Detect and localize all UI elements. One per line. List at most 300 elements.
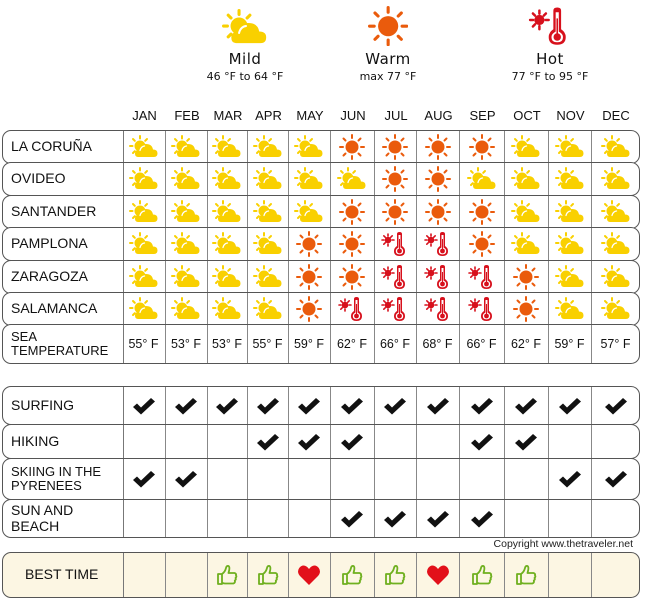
sun-icon <box>339 231 365 257</box>
row-label: HIKING <box>3 425 124 458</box>
sun-cloud-icon <box>171 167 201 191</box>
sun-cloud-icon <box>294 135 324 159</box>
row-label: ZARAGOZA <box>3 261 124 293</box>
sun-cloud-icon <box>171 135 201 159</box>
cell-oct <box>505 553 549 597</box>
cell-feb <box>166 553 208 597</box>
row-label: SALAMANCA <box>3 293 124 325</box>
cell-feb <box>166 196 208 228</box>
sun-cloud-icon <box>511 200 541 224</box>
month-sep: SEP <box>469 108 496 123</box>
sun-cloud-icon <box>294 200 324 224</box>
cell-aug <box>417 163 460 195</box>
sun-cloud-icon <box>212 297 242 321</box>
cell-oct <box>505 131 549 163</box>
city-row <box>2 227 640 261</box>
sun-cloud-icon <box>555 297 585 321</box>
cell-sep <box>460 553 505 597</box>
sun-cloud-icon <box>253 135 283 159</box>
month-jan: JAN <box>132 108 157 123</box>
sun-icon <box>339 134 365 160</box>
sun-icon <box>368 6 408 46</box>
cell-nov <box>549 387 592 424</box>
sun-cloud-icon <box>212 232 242 256</box>
sun-cloud-icon <box>129 265 159 289</box>
checkmark-icon <box>339 396 365 416</box>
cell-nov <box>549 553 592 597</box>
cell-jan <box>123 293 166 325</box>
cell-dec <box>592 293 640 325</box>
best-time-row <box>2 552 640 598</box>
checkmark-icon <box>469 432 495 452</box>
copyright: Copyright www.thetraveler.net <box>493 538 633 550</box>
sun-icon <box>296 231 322 257</box>
heart-icon <box>297 564 321 586</box>
cell-aug <box>417 131 460 163</box>
cell-mar <box>208 163 248 195</box>
checkmark-icon <box>296 432 322 452</box>
city-row <box>2 162 640 196</box>
sun-cloud-icon <box>129 200 159 224</box>
row-label: SURFING <box>3 387 124 424</box>
checkmark-icon <box>557 469 583 489</box>
legend-icon <box>313 0 463 46</box>
cell-may <box>289 261 331 293</box>
cell-mar <box>208 228 248 260</box>
cell-jul <box>375 459 417 499</box>
cell-nov <box>549 261 592 293</box>
cell-dec <box>592 325 640 363</box>
cell-oct <box>505 163 549 195</box>
thermometer-sun-icon <box>380 296 410 322</box>
sun-cloud-icon <box>337 167 367 191</box>
sun-cloud-icon <box>212 167 242 191</box>
cell-jun <box>331 196 375 228</box>
cell-jun <box>331 500 375 537</box>
cell-jun <box>331 261 375 293</box>
cell-aug <box>417 325 460 363</box>
sun-cloud-icon <box>171 232 201 256</box>
cell-mar <box>208 325 248 363</box>
cell-apr <box>248 325 289 363</box>
checkmark-icon <box>425 396 451 416</box>
cell-apr <box>248 293 289 325</box>
row-label: LA CORUÑA <box>3 131 124 163</box>
activity-row <box>2 424 640 459</box>
sea-temp-value: 55° F <box>128 337 159 351</box>
cell-apr <box>248 228 289 260</box>
cell-apr <box>248 261 289 293</box>
checkmark-icon <box>557 396 583 416</box>
legend-icon <box>475 0 625 46</box>
cell-mar <box>208 553 248 597</box>
sun-cloud-icon <box>601 135 631 159</box>
thermometer-sun-icon <box>380 264 410 290</box>
month-header <box>123 108 640 128</box>
cell-mar <box>208 196 248 228</box>
sun-cloud-icon <box>601 297 631 321</box>
cell-feb <box>166 387 208 424</box>
cell-nov <box>549 131 592 163</box>
row-label: SEA TEMPERATURE <box>3 325 124 363</box>
cell-feb <box>166 325 208 363</box>
sun-icon <box>382 166 408 192</box>
cell-sep <box>460 459 505 499</box>
cell-oct <box>505 387 549 424</box>
cell-jun <box>331 131 375 163</box>
sun-cloud-icon <box>129 135 159 159</box>
month-dec: DEC <box>602 108 630 123</box>
legend-mild <box>170 0 320 83</box>
sun-cloud-icon <box>129 232 159 256</box>
cell-jan <box>123 459 166 499</box>
cell-aug <box>417 261 460 293</box>
sun-cloud-icon <box>212 265 242 289</box>
heart-icon <box>426 564 450 586</box>
sun-icon <box>425 166 451 192</box>
sea-temp-value: 57° F <box>600 337 631 351</box>
cell-sep <box>460 387 505 424</box>
cell-mar <box>208 387 248 424</box>
sun-cloud-icon <box>222 9 269 46</box>
cell-apr <box>248 131 289 163</box>
thumbs-up-icon <box>515 564 537 586</box>
legend-range: max 77 °F <box>359 70 417 83</box>
sun-icon <box>339 199 365 225</box>
cell-sep <box>460 163 505 195</box>
checkmark-icon <box>339 509 365 529</box>
sun-cloud-icon <box>467 167 497 191</box>
month-nov: NOV <box>556 108 585 123</box>
cell-apr <box>248 425 289 458</box>
cell-jan <box>123 228 166 260</box>
cell-may <box>289 131 331 163</box>
cell-apr <box>248 553 289 597</box>
sun-icon <box>382 134 408 160</box>
thermometer-sun-icon <box>423 264 453 290</box>
month-oct: OCT <box>513 108 541 123</box>
sea-temperature-row <box>2 324 640 364</box>
cell-sep <box>460 196 505 228</box>
sun-icon <box>513 296 539 322</box>
legend-name: Warm <box>365 50 411 68</box>
cell-dec <box>592 387 640 424</box>
month-jul: JUL <box>384 108 408 123</box>
cell-mar <box>208 293 248 325</box>
cell-oct <box>505 325 549 363</box>
cell-nov <box>549 459 592 499</box>
cell-dec <box>592 459 640 499</box>
thermometer-sun-icon <box>380 231 410 257</box>
thermometer-sun-icon <box>423 296 453 322</box>
cell-nov <box>549 196 592 228</box>
cell-may <box>289 228 331 260</box>
sun-cloud-icon <box>253 200 283 224</box>
sea-temp-value: 66° F <box>379 337 410 351</box>
thermometer-sun-icon <box>467 264 497 290</box>
cell-mar <box>208 261 248 293</box>
sea-temp-value: 53° F <box>211 337 242 351</box>
checkmark-icon <box>513 432 539 452</box>
cell-nov <box>549 425 592 458</box>
cell-may <box>289 553 331 597</box>
sea-temp-value: 62° F <box>510 337 541 351</box>
cell-jan <box>123 163 166 195</box>
checkmark-icon <box>131 396 157 416</box>
cell-may <box>289 387 331 424</box>
cell-aug <box>417 293 460 325</box>
city-row <box>2 260 640 294</box>
sea-temp-value: 68° F <box>422 337 453 351</box>
city-row <box>2 195 640 229</box>
cell-jun <box>331 163 375 195</box>
cell-oct <box>505 459 549 499</box>
legend-icon <box>170 0 320 46</box>
cell-may <box>289 196 331 228</box>
sun-icon <box>469 199 495 225</box>
cell-jul <box>375 553 417 597</box>
cell-jul <box>375 163 417 195</box>
cell-jun <box>331 459 375 499</box>
cell-jan <box>123 131 166 163</box>
row-label: OVIDEO <box>3 163 124 195</box>
cell-jan <box>123 553 166 597</box>
cell-jul <box>375 325 417 363</box>
checkmark-icon <box>603 396 629 416</box>
cell-aug <box>417 196 460 228</box>
sun-icon <box>513 264 539 290</box>
sun-cloud-icon <box>601 200 631 224</box>
thumbs-up-icon <box>216 564 238 586</box>
sun-cloud-icon <box>511 135 541 159</box>
sun-cloud-icon <box>511 167 541 191</box>
cell-jul <box>375 196 417 228</box>
legend-warm <box>313 0 463 83</box>
cell-feb <box>166 500 208 537</box>
cell-apr <box>248 459 289 499</box>
cell-sep <box>460 228 505 260</box>
sun-cloud-icon <box>129 167 159 191</box>
cell-aug <box>417 500 460 537</box>
sun-cloud-icon <box>129 297 159 321</box>
sun-cloud-icon <box>171 297 201 321</box>
checkmark-icon <box>382 396 408 416</box>
cell-mar <box>208 131 248 163</box>
cell-aug <box>417 459 460 499</box>
legend-range: 46 °F to 64 °F <box>206 70 284 83</box>
cell-jul <box>375 261 417 293</box>
thermometer-sun-icon <box>423 231 453 257</box>
cell-jul <box>375 131 417 163</box>
sun-icon <box>469 134 495 160</box>
month-jun: JUN <box>340 108 366 123</box>
cell-dec <box>592 131 640 163</box>
cell-aug <box>417 553 460 597</box>
checkmark-icon <box>214 396 240 416</box>
sun-cloud-icon <box>212 135 242 159</box>
cell-apr <box>248 387 289 424</box>
month-apr: APR <box>255 108 282 123</box>
cell-jun <box>331 425 375 458</box>
cell-jul <box>375 387 417 424</box>
sea-temp-value: 66° F <box>466 337 497 351</box>
sea-temp-value: 59° F <box>293 337 324 351</box>
sun-cloud-icon <box>555 167 585 191</box>
cell-dec <box>592 228 640 260</box>
cell-dec <box>592 425 640 458</box>
cell-feb <box>166 261 208 293</box>
row-label: SUN AND BEACH <box>3 500 124 537</box>
checkmark-icon <box>469 396 495 416</box>
cell-jan <box>123 425 166 458</box>
checkmark-icon <box>603 469 629 489</box>
sun-cloud-icon <box>253 232 283 256</box>
cell-may <box>289 293 331 325</box>
cell-jan <box>123 387 166 424</box>
sun-icon <box>469 231 495 257</box>
sun-icon <box>339 264 365 290</box>
sun-cloud-icon <box>511 232 541 256</box>
cell-jun <box>331 228 375 260</box>
row-label: SANTANDER <box>3 196 124 228</box>
cell-may <box>289 425 331 458</box>
sun-icon <box>296 264 322 290</box>
cell-nov <box>549 325 592 363</box>
legend-name: Mild <box>228 50 262 68</box>
cell-sep <box>460 500 505 537</box>
sea-temp-value: 59° F <box>554 337 585 351</box>
cell-nov <box>549 163 592 195</box>
cell-sep <box>460 425 505 458</box>
sun-cloud-icon <box>555 200 585 224</box>
cell-apr <box>248 500 289 537</box>
month-feb: FEB <box>174 108 200 123</box>
cell-jul <box>375 500 417 537</box>
sun-cloud-icon <box>555 265 585 289</box>
sun-icon <box>382 199 408 225</box>
cell-sep <box>460 325 505 363</box>
checkmark-icon <box>131 469 157 489</box>
sun-cloud-icon <box>601 167 631 191</box>
cell-may <box>289 325 331 363</box>
thumbs-up-icon <box>341 564 363 586</box>
cell-aug <box>417 228 460 260</box>
cell-oct <box>505 425 549 458</box>
row-label: SKIING IN THE PYRENEES <box>3 459 124 499</box>
cell-dec <box>592 196 640 228</box>
cell-jan <box>123 261 166 293</box>
month-aug: AUG <box>424 108 453 123</box>
cell-jan <box>123 325 166 363</box>
sun-icon <box>425 134 451 160</box>
month-mar: MAR <box>213 108 243 123</box>
city-row <box>2 292 640 326</box>
checkmark-icon <box>382 509 408 529</box>
sun-cloud-icon <box>171 265 201 289</box>
sea-temp-value: 53° F <box>170 337 201 351</box>
legend-name: Hot <box>536 50 564 68</box>
checkmark-icon <box>296 396 322 416</box>
legend-range: 77 °F to 95 °F <box>511 70 589 83</box>
cell-mar <box>208 425 248 458</box>
sun-cloud-icon <box>253 265 283 289</box>
activity-row <box>2 499 640 538</box>
cell-oct <box>505 293 549 325</box>
cell-may <box>289 459 331 499</box>
cell-nov <box>549 228 592 260</box>
checkmark-icon <box>513 396 539 416</box>
cell-dec <box>592 261 640 293</box>
cell-jun <box>331 325 375 363</box>
cell-apr <box>248 163 289 195</box>
cell-jun <box>331 293 375 325</box>
checkmark-icon <box>173 396 199 416</box>
sun-cloud-icon <box>171 200 201 224</box>
sun-icon <box>425 199 451 225</box>
cell-jul <box>375 228 417 260</box>
checkmark-icon <box>255 396 281 416</box>
cell-jan <box>123 500 166 537</box>
row-label: BEST TIME <box>3 553 124 597</box>
sun-cloud-icon <box>253 167 283 191</box>
cell-aug <box>417 425 460 458</box>
sun-cloud-icon <box>294 167 324 191</box>
cell-oct <box>505 196 549 228</box>
cell-sep <box>460 131 505 163</box>
checkmark-icon <box>425 509 451 529</box>
cell-jul <box>375 425 417 458</box>
checkmark-icon <box>339 432 365 452</box>
sun-cloud-icon <box>601 265 631 289</box>
cell-feb <box>166 228 208 260</box>
cell-sep <box>460 293 505 325</box>
checkmark-icon <box>173 469 199 489</box>
thumbs-up-icon <box>257 564 279 586</box>
sun-cloud-icon <box>253 297 283 321</box>
legend-hot <box>475 0 625 83</box>
cell-feb <box>166 163 208 195</box>
cell-may <box>289 500 331 537</box>
cell-dec <box>592 500 640 537</box>
cell-sep <box>460 261 505 293</box>
thumbs-up-icon <box>384 564 406 586</box>
sun-cloud-icon <box>555 135 585 159</box>
sea-temp-value: 55° F <box>252 337 283 351</box>
sea-temp-value: 62° F <box>336 337 367 351</box>
cell-oct <box>505 261 549 293</box>
cell-jul <box>375 293 417 325</box>
sun-cloud-icon <box>212 200 242 224</box>
cell-jun <box>331 553 375 597</box>
row-label: PAMPLONA <box>3 228 124 260</box>
cell-mar <box>208 459 248 499</box>
sun-cloud-icon <box>555 232 585 256</box>
cell-feb <box>166 459 208 499</box>
activity-row <box>2 386 640 425</box>
cell-aug <box>417 387 460 424</box>
cell-jun <box>331 387 375 424</box>
cell-dec <box>592 553 640 597</box>
cell-apr <box>248 196 289 228</box>
activity-row <box>2 458 640 500</box>
cell-jan <box>123 196 166 228</box>
cell-nov <box>549 500 592 537</box>
cell-oct <box>505 500 549 537</box>
city-row <box>2 130 640 164</box>
thumbs-up-icon <box>471 564 493 586</box>
cell-may <box>289 163 331 195</box>
sun-icon <box>296 296 322 322</box>
